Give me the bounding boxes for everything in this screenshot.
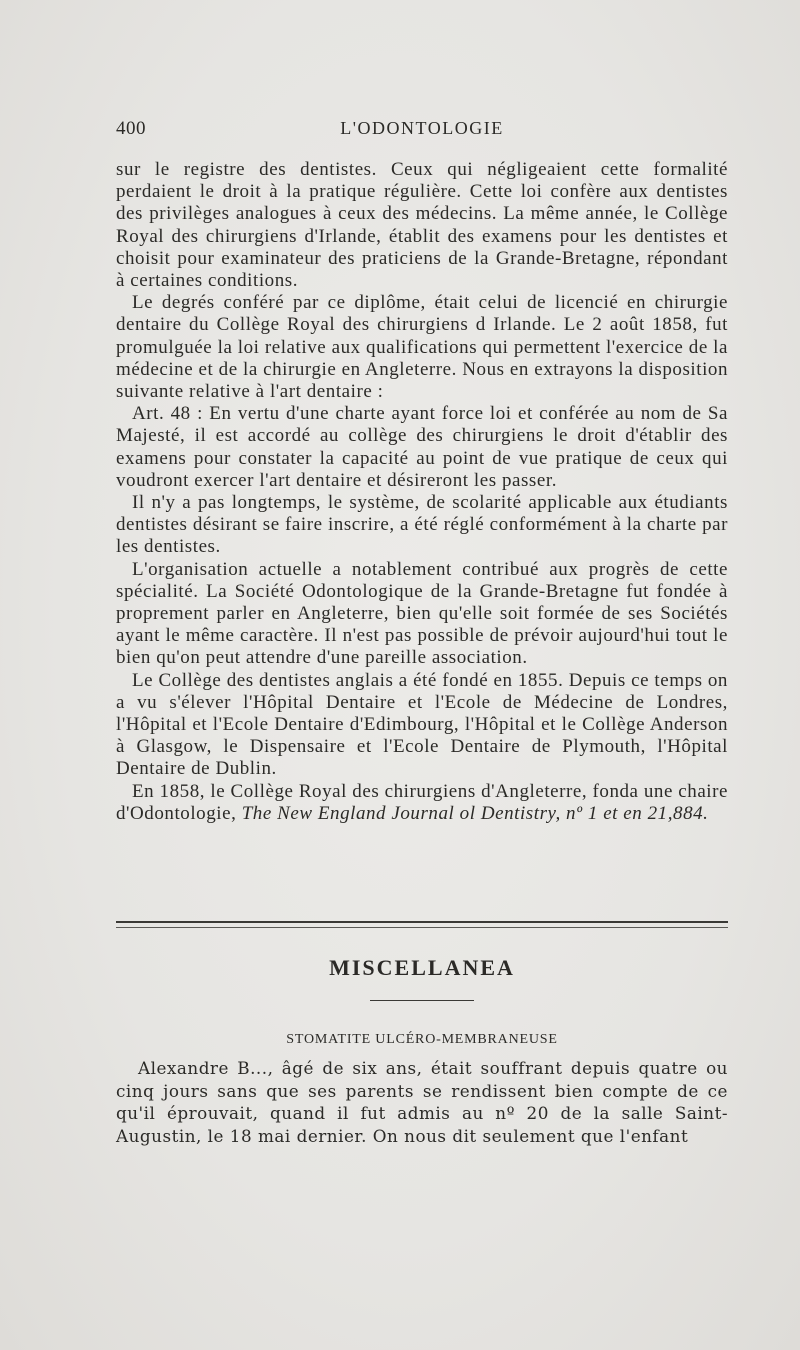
- section-title: MISCELLANEA: [329, 955, 515, 980]
- paragraph: Il n'y a pas longtemps, le système, de scolarité applicable aux étudiants dentistes désirant se faire inscrire, a été réglé conformément à la charte par les dentistes.: [116, 492, 728, 558]
- journal-citation: The New England Journal ol Dentistry, nº 1 et en 21,884.: [241, 802, 709, 824]
- page-number: 400: [116, 118, 146, 139]
- paragraph: Le degrés conféré par ce diplôme, était celui de licencié en chirurgie dentaire du Collège Royal des chirurgiens d Irlande. Le 2 août 1858, fut promulguée la loi relative aux qualifications qui permettent l'exercice de la médecine et de la chirurgie en Angleterre. Nous en extrayons la disposition suivante relative à l'art dentaire :: [116, 292, 728, 403]
- body-text: [116, 159, 728, 825]
- article-text: [116, 1057, 728, 1147]
- paragraph: Art. 48 : En vertu d'une charte ayant force loi et conférée au nom de Sa Majesté, il est accordé au collège des chirurgiens le droit d'établir des examens pour constater la capacité au point de vue pratique de ceux qui voudront exercer l'art dentaire et désireront les passer.: [116, 403, 728, 491]
- paragraph: L'organisation actuelle a notablement contribué aux progrès de cette spécialité. La Société Odontologique de la Grande-Bretagne fut fondée à proprement parler en Angleterre, bien qu'elle soit formée de ses Sociétés ayant le même caractère. Il n'est pas possible de prévoir aujourd'hui tout le bien qu'on peut attendre d'une pareille association.: [116, 558, 728, 669]
- article-subtitle: STOMATITE ULCÉRO-MEMBRANEUSE: [286, 1032, 558, 1047]
- paragraph-last-text: En 1858, le Collège Royal des chirurgiens d'Angleterre, fonda une chaire d'Odontologie,: [116, 780, 728, 824]
- paragraph: Alexandre B..., âgé de six ans, était souffrant depuis quatre ou cinq jours sans que ses parents se rendissent bien compte de ce qu'il éprouvait, quand il fut admis au nº 20 de la salle Saint-Augustin, le 18 mai dernier. On nous dit seulement que l'enfant: [116, 1058, 728, 1146]
- page-header: [116, 118, 728, 142]
- section-divider: [116, 921, 728, 928]
- paragraph-last: [116, 781, 728, 825]
- paragraph: sur le registre des dentistes. Ceux qui négligeaient cette formalité perdaient le droit à la pratique régulière. Cette loi confère aux dentistes des privilèges analogues à ceux des médecins. La même année, le Collège Royal des chirurgiens d'Irlande, établit des examens pour les dentistes et choisit pour examinateur des praticiens de la Grande-Bretagne, répondant à certaines conditions.: [116, 159, 728, 292]
- title-underline: [370, 1000, 474, 1001]
- running-head: L'ODONTOLOGIE: [340, 118, 504, 138]
- paragraph: Le Collège des dentistes anglais a été fondé en 1855. Depuis ce temps on a vu s'élever l'Hôpital Dentaire et l'Ecole de Médecine de Londres, l'Hôpital et l'Ecole Dentaire d'Edimbourg, l'Hôpital et le Collège Anderson à Glasgow, le Dispensaire et l'Ecole Dentaire de Plymouth, l'Hôpital Dentaire de Dublin.: [116, 669, 728, 780]
